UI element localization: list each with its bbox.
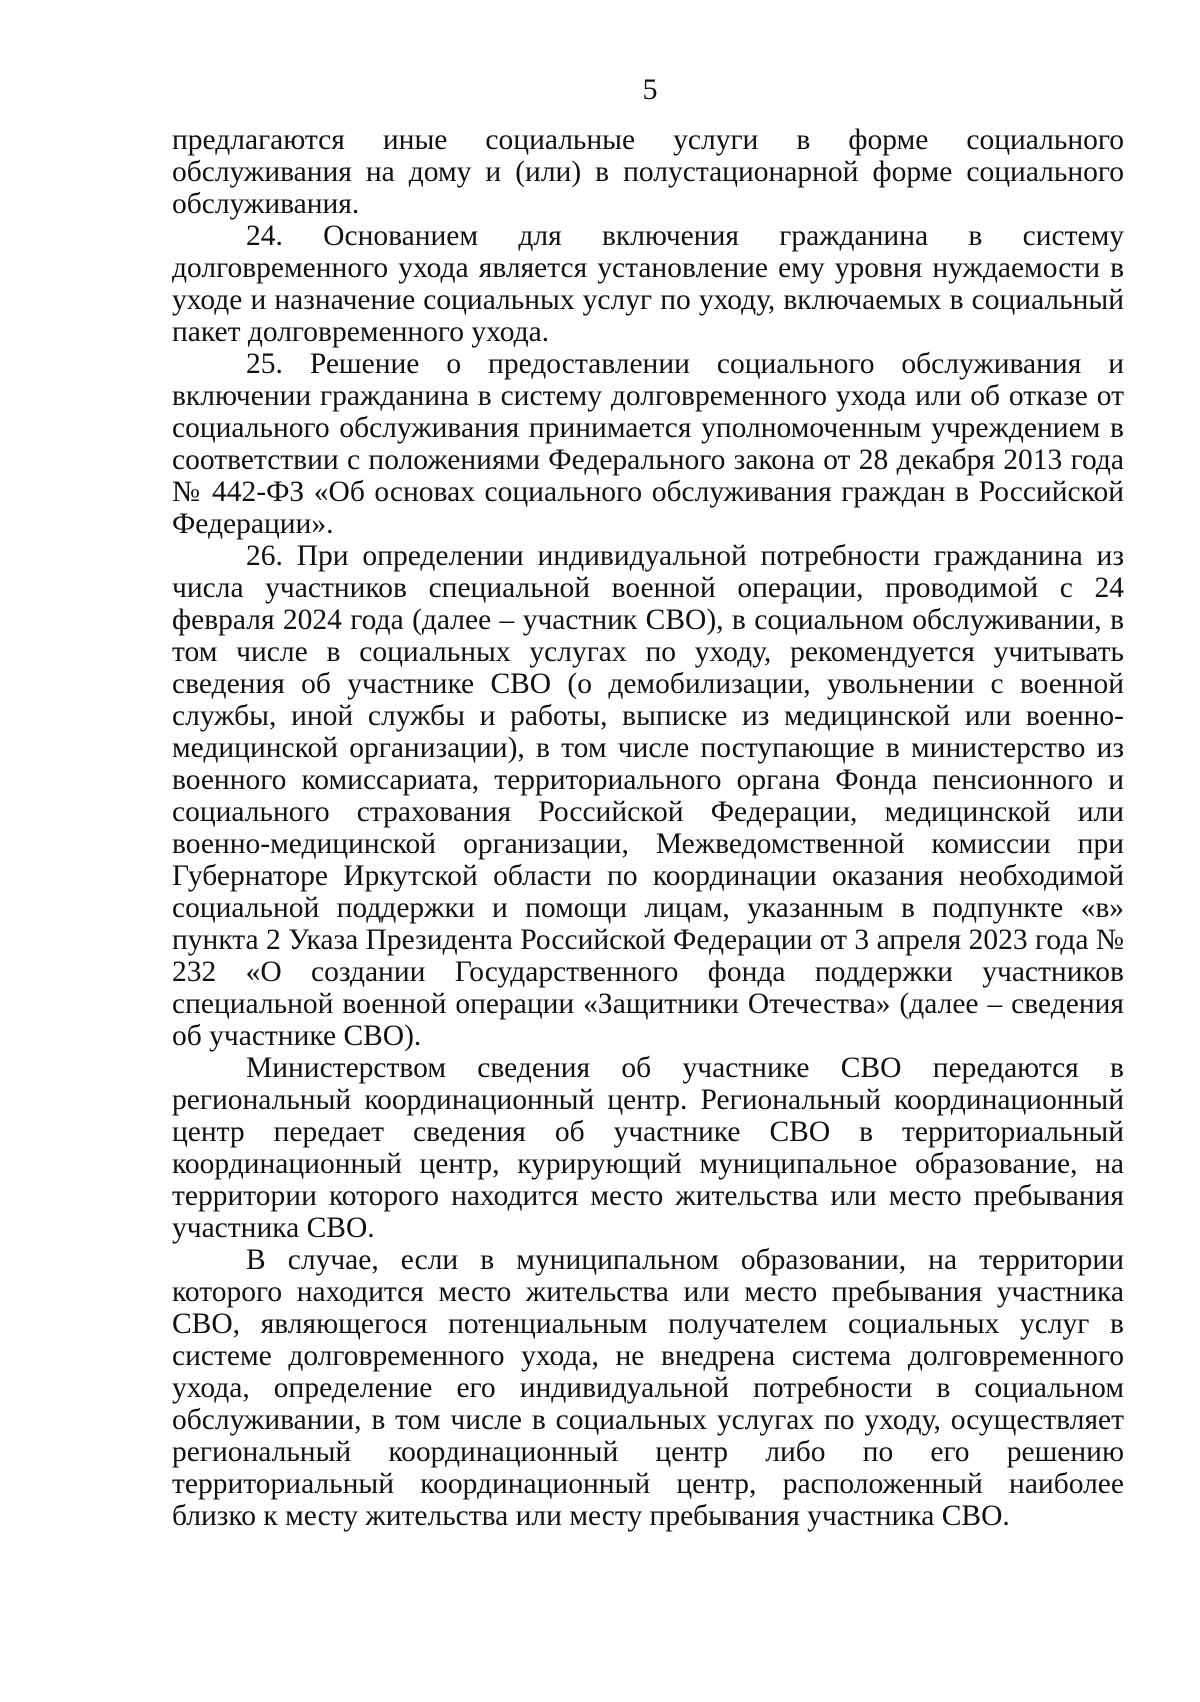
page-number: 5 (642, 73, 658, 106)
paragraph-item-25: 25. Решение о предоставлении социального обслуживания и включении гражданина в систему долговременного ухода или об отказе от социального обслуживания принимается уполномоченным учреждением в соответствии с положениями Федерального закона от 28 декабря 2013 года № 442-ФЗ «Об основах социального обслуживания граждан в Российской Федерации». (172, 348, 1124, 540)
paragraph-ministry-transfer: Министерством сведения об участнике СВО передаются в региональный координационный центр. Региональный координационный центр передает сведения об участнике СВО в территориальный координационный центр, курирующий муниципальное образование, на территории которого находится место жительства или место пребывания участника СВО. (172, 1052, 1124, 1244)
paragraph-no-system-case: В случае, если в муниципальном образовании, на территории которого находится место жительства или место пребывания участника СВО, являющегося потенциальным получателем социальных услуг в системе долговременного ухода, не внедрена система долговременного ухода, определение его индивидуальной потребности в социальном обслуживании, в том числе в социальных услугах по уходу, осуществляет региональный координационный центр либо по его решению территориальный координационный центр, расположенный наиболее близко к месту жительства или месту пребывания участника СВО. (172, 1244, 1124, 1532)
paragraph-continuation: предлагаются иные социальные услуги в форме социального обслуживания на дому и (или) в полустационарной форме социального обслуживания. (172, 124, 1124, 220)
paragraph-item-26: 26. При определении индивидуальной потребности гражданина из числа участников специальной военной операции, проводимой с 24 февраля 2024 года (далее – участник СВО), в социальном обслуживании, в том числе в социальных услугах по уходу, рекомендуется учитывать сведения об участнике СВО (о демобилизации, увольнении с военной службы, иной службы и работы, выписке из медицинской или военно-медицинской организации), в том числе поступающие в министерство из военного комиссариата, территориального органа Фонда пенсионного и социального страхования Российской Федерации, медицинской или военно-медицинской организации, Межведомственной комиссии при Губернаторе Иркутской области по координации оказания необходимой социальной поддержки и помощи лицам, указанным в подпункте «в» пункта 2 Указа Президента Российской Федерации от 3 апреля 2023 года № 232 «О создании Государственного фонда поддержки участников специальной военной операции «Защитники Отечества» (далее – сведения об участнике СВО). (172, 540, 1124, 1052)
document-body (172, 124, 1124, 1532)
paragraph-item-24: 24. Основанием для включения гражданина в систему долговременного ухода является установление ему уровня нуждаемости в уходе и назначение социальных услуг по уходу, включаемых в социальный пакет долговременного ухода. (172, 220, 1124, 348)
